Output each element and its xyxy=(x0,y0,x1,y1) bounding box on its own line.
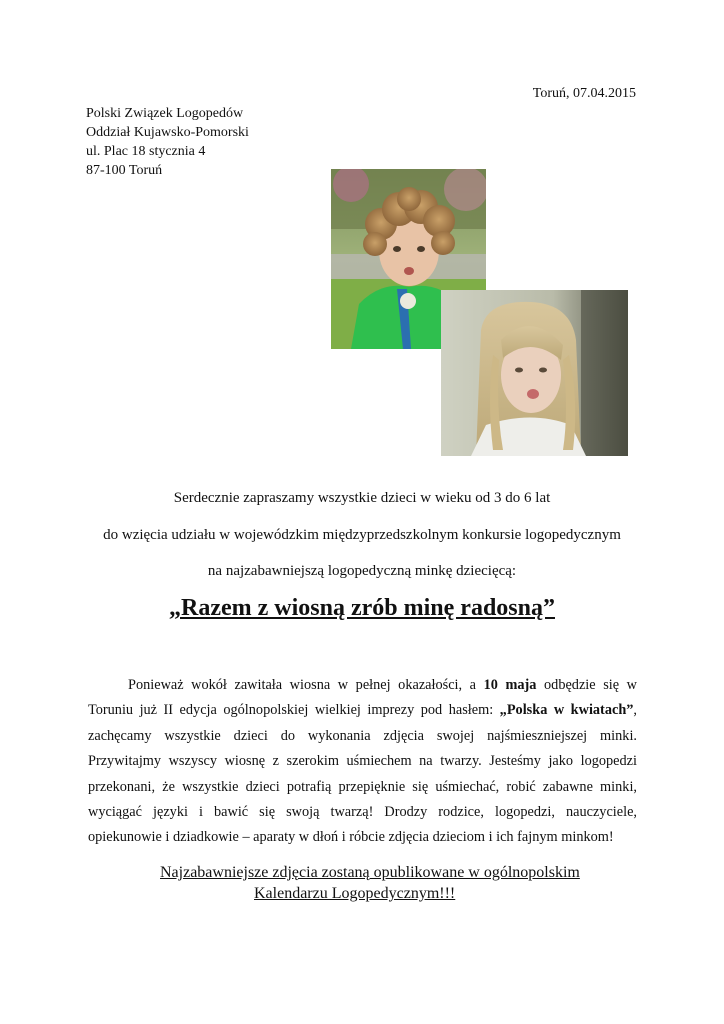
sender-line: Oddział Kujawsko-Pomorski xyxy=(86,125,249,140)
body-text: , zachęcamy wszystkie dzieci do wykonania zdjęcia swojej najśmieszniejszej minki. Przywitajmy wszyscy wiosnę z szerokim uśmiechem na twarzy. Jesteśmy jako logopedzi przekonani, że wszystkie dzieci potrafią przepięknie się uśmiechać, robić zabawne minki, wyciągać języki i bawić się swoją twarzą! Drodzy rodzice, logopedzi, nauczyciele, opiekunowie i dziadkowie – aparaty w dłoń i róbcie zdjęcia dzieciom i ich fajnym minkom! xyxy=(88,702,637,846)
invitation-line: na najzabawniejszą logopedyczną minkę dziecięcą: xyxy=(207,563,517,579)
publication-note: Najzabawniejsze zdjęcia zostaną opublikowane w ogólnopolskim xyxy=(160,864,580,881)
invitation-line: do wzięcia udziału w wojewódzkim międzyprzedszkolnym konkursie logopedycznym xyxy=(103,527,621,543)
sender-address xyxy=(86,104,249,180)
contest-title: „Razem z wiosną zrób minę radosną” xyxy=(169,595,555,621)
sender-line: 87-100 Toruń xyxy=(86,163,163,178)
sender-line: ul. Plac 18 stycznia 4 xyxy=(86,144,206,159)
sender-line: Polski Związek Logopedów xyxy=(86,106,244,121)
photo-blonde-girl xyxy=(441,290,628,456)
body-text: odbędzie się w Toruniu już II edycja ogólnopolskiej wielkiej imprezy pod hasłem: xyxy=(88,677,637,719)
invitation-line: Serdecznie zapraszamy wszystkie dzieci w wieku od 3 do 6 lat xyxy=(173,490,551,506)
event-slogan: „Polska w kwiatach” xyxy=(499,702,634,719)
body-text: Ponieważ wokół zawitała wiosna w pełnej okazałości, a xyxy=(128,677,484,693)
letter-date: Toruń, 07.04.2015 xyxy=(532,86,636,101)
event-date: 10 maja xyxy=(483,677,537,693)
body-paragraph xyxy=(88,673,637,851)
publication-note: Kalendarzu Logopedycznym!!! xyxy=(254,885,456,902)
